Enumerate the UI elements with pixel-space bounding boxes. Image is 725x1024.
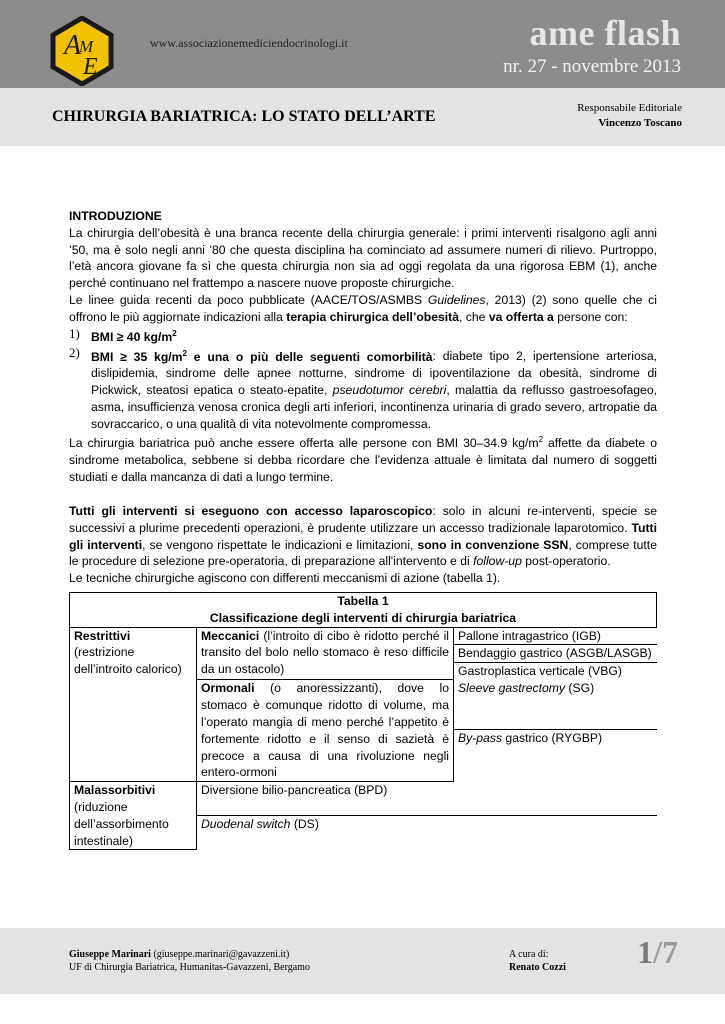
author-affiliation: UF di Chirurgia Bariatrica, Humanitas-Gavazzeni, Bergamo	[69, 962, 310, 973]
category-title: Restrittivi	[74, 628, 131, 643]
page-title: CHIRURGIA BARIATRICA: LO STATO DELL’ARTE	[52, 108, 436, 125]
p2-text: persone con:	[553, 309, 628, 324]
p4-bold: Tutti gli interventi	[69, 520, 657, 552]
superscript: 2	[182, 348, 187, 358]
list-bold: BMI ≥ 35 kg/m	[91, 349, 183, 364]
p4-bold: Tutti gli interventi si eseguono con accesso laparoscopico	[69, 503, 433, 518]
paragraph-5: Le tecniche chirurgiche agiscono con differenti meccanismi di azione (tabella 1).	[69, 571, 501, 586]
p4-text: post-operatorio.	[521, 554, 611, 569]
article-body	[69, 208, 657, 850]
procedure-list	[197, 782, 657, 850]
cura-label: A cura di:	[509, 949, 549, 960]
list-bold: BMI ≥ 40 kg/m	[91, 329, 173, 344]
category-cell	[70, 782, 197, 850]
list-text: : diabete tipo 2, ipertensione arteriosa, dislipidemia, sindrome delle apnee notturne, sindrome di ipoventilazione da obesità, sindrome di Pickwick, steatosi epatica o steato-epatite,	[91, 349, 657, 398]
category-cell	[70, 627, 197, 782]
list-item	[69, 326, 657, 346]
procedure-item: Diversione bilio-pancreatica (BPD)	[197, 782, 657, 816]
table-row	[70, 627, 657, 680]
procedure-item	[197, 816, 657, 848]
superscript: 2	[538, 435, 544, 445]
p2-text: , che	[459, 309, 489, 324]
mechanism-cell	[197, 680, 454, 782]
p4-text: : solo in alcuni re-interventi, specie se successivi a plurime precedenti operazioni, è prudente utilizzare un accesso tradizionale laparotomico.	[69, 503, 657, 535]
page-separator: /	[653, 934, 662, 970]
p2-italic: Guidelines	[427, 292, 486, 307]
site-url[interactable]: www.associazionemediciendocrinologi.it	[150, 36, 348, 50]
page-counter	[637, 934, 678, 971]
p2-bold: va offerta a	[488, 309, 554, 324]
p3-text: La chirurgia bariatrica può anche essere offerta alle persone con BMI 30–34.9 kg/m	[69, 436, 539, 451]
superscript: 2	[172, 328, 177, 338]
list-number: 2)	[69, 345, 80, 361]
table-caption	[70, 592, 657, 627]
author-email[interactable]: (giuseppe.marinari@gavazzeni.it)	[150, 949, 290, 960]
paragraph-2	[69, 292, 657, 326]
list-bold: e una o più delle seguenti comorbilità	[186, 349, 433, 364]
p4-italic: follow-up	[473, 554, 522, 569]
mechanism-title: Ormonali	[201, 681, 255, 696]
table-row	[70, 782, 657, 850]
list-item	[69, 345, 657, 432]
procedure-italic: Sleeve gastrectomy	[458, 680, 566, 695]
p2-text: , 2013) (2) sono quelle che ci offrono le più aggiornate indicazioni alla	[69, 292, 657, 324]
category-desc: (riduzione dell’assorbimento intestinale)	[74, 799, 169, 848]
spacer	[69, 486, 657, 503]
procedure-item: Pallone intragastrico (IGB)	[454, 628, 657, 646]
procedure-text: (DS)	[290, 817, 319, 832]
procedure-item	[454, 730, 657, 779]
table-caption-line: Tabella 1	[337, 593, 389, 608]
intro-heading: INTRODUZIONE	[69, 209, 162, 223]
category-title: Malassorbitivi	[74, 783, 156, 798]
procedure-italic: Duodenal switch	[201, 817, 291, 832]
procedure-list	[454, 627, 657, 680]
list-italic: pseudotumor cerebri	[332, 383, 447, 398]
table-caption-line: Classificazione degli interventi di chirurgia bariatrica	[209, 610, 517, 625]
mechanism-desc: (o anoressizzanti), dove lo stomaco è comunque ridotto di volume, ma l’operato mangia di meno perché l’appetito è fortemente ridotto e il senso di sazietà è precoce a causa di una rivoluzione negli entero-ormoni	[201, 681, 449, 780]
mechanism-desc: (l’introito di cibo è ridotto perché il transito del bolo nello stomaco è reso difficile da un ostacolo)	[201, 628, 449, 677]
classification-table	[69, 592, 657, 850]
category-desc: (restrizione dell’introito calorico)	[74, 645, 182, 677]
p4-bold: sono in convenzione SSN	[417, 537, 569, 552]
p2-bold: terapia chirurgica dell’obesità	[286, 309, 459, 324]
editor-name: Vincenzo Toscano	[598, 117, 682, 129]
mechanism-title: Meccanici	[201, 628, 260, 643]
list-number: 1)	[69, 325, 80, 341]
procedure-text: (SG)	[565, 680, 595, 695]
footer-band	[0, 928, 725, 994]
mechanism-cell	[197, 627, 454, 680]
cura-name: Renato Cozzi	[509, 962, 566, 973]
svg-text:M: M	[79, 37, 94, 56]
paragraph-4	[69, 503, 657, 570]
procedure-text: gastrico (RYGBP)	[502, 730, 603, 745]
procedure-list	[454, 680, 657, 782]
brand-title: ame flash	[529, 13, 681, 53]
p2-text: Le linee guida recenti da poco pubblicate (AACE/TOS/ASMBS	[69, 292, 428, 307]
procedure-italic: By-pass	[458, 730, 503, 745]
svg-text:A: A	[64, 30, 82, 61]
page-current: 1	[637, 934, 654, 970]
procedure-item: Bendaggio gastrico (ASGB/LASGB)	[454, 645, 657, 663]
procedure-item	[454, 680, 657, 730]
svg-text:E: E	[83, 54, 98, 80]
issue-number: nr. 27 - novembre 2013	[503, 56, 681, 77]
p4-text: , comprese tutte le procedure di selezione pre-operatoria, di preparazione all'intervento e di	[69, 537, 657, 569]
indication-list	[69, 326, 657, 433]
table-caption-row	[70, 592, 657, 627]
ame-logo	[47, 16, 117, 86]
author-line	[69, 949, 289, 960]
list-text: , malattia da reflusso gastroesofageo, asma, insufficienza venosa cronica degli arti inferiori, incontinenza urinaria di grado severo, artropatie da sovraccarico, o una qualità di vita notevolmente compromessa.	[91, 383, 657, 431]
editor-role: Responsabile Editoriale	[577, 102, 682, 114]
p3-text: affette da diabete o sindrome metabolica, sebbene si debba ricordare che l’evidenza attuale è limitata dal numero di soggetti studiati e dalla mancanza di dati a lungo termine.	[69, 436, 657, 485]
author-name: Giuseppe Marinari	[69, 949, 151, 960]
paragraph-3	[69, 432, 657, 485]
paragraph-1: La chirurgia dell’obesità è una branca recente della chirurgia generale: i primi interventi risalgono agli anni ’50, ma è solo negli anni ’80 che questa disciplina ha cominciato ad assumere numeri di rilievo. Purtroppo, l’età ancora giovane fa sì che questa chirurgia non sia ad oggi regolata da una rigorosa EBM (1), anche perché continuano nel frattempo a nascere nuove proposte chirurgiche.	[69, 225, 657, 291]
page-total: 7	[662, 934, 678, 970]
p4-text: , se vengono rispettate le indicazioni e limitazioni,	[142, 537, 418, 552]
procedure-item: Gastroplastica verticale (VBG)	[458, 664, 622, 679]
